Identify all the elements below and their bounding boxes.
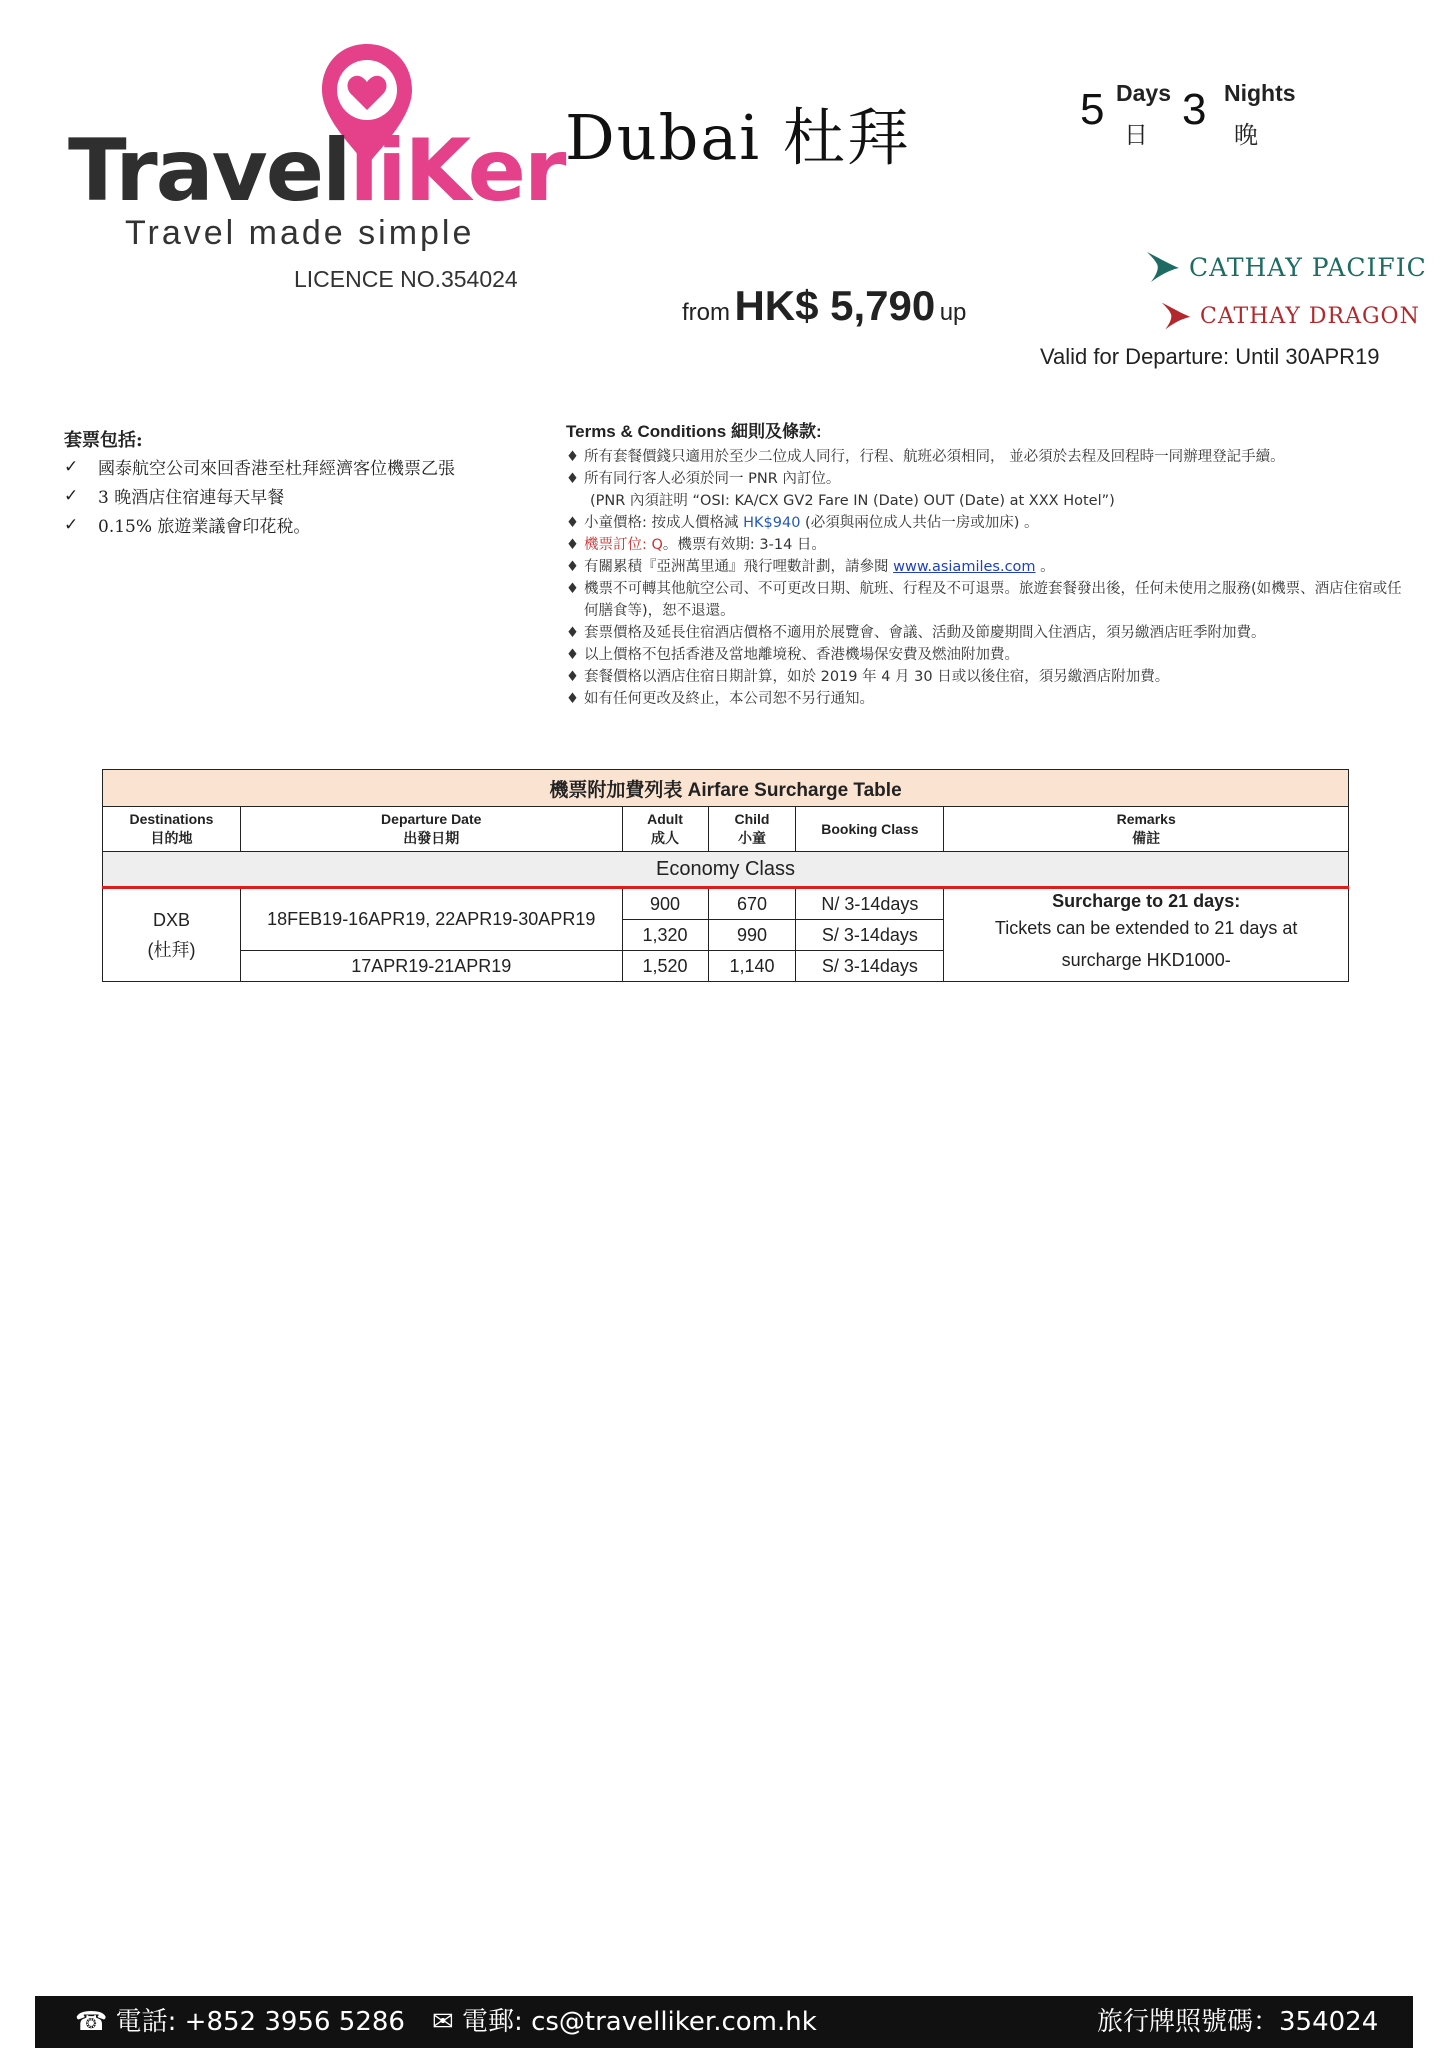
header-destinations: Destinations 目的地 bbox=[103, 807, 241, 852]
diamond-bullet-icon: ♦ bbox=[566, 669, 579, 685]
list-item: ♦ 套票價格及延長住宿酒店價格不適用於展覽會、會議、活動及節慶期間入住酒店，須另繳酒店旺季附加費。 bbox=[566, 622, 1416, 644]
destination-title: Dubai 杜拜 bbox=[565, 101, 911, 174]
booking-class-cell: S/ 3-14days bbox=[796, 920, 944, 951]
airline-name: CATHAY PACIFIC bbox=[1189, 252, 1427, 282]
remarks-cell: Surcharge to 21 days: Tickets can be extended to 21 days at surcharge HKD1000- bbox=[944, 888, 1349, 982]
adult-price-cell: 1,320 bbox=[622, 920, 708, 951]
nights-label-zh: 晚 bbox=[1234, 122, 1258, 149]
days-number: 5 bbox=[1080, 85, 1105, 134]
asiamiles-link[interactable]: www.asiamiles.com bbox=[893, 559, 1036, 575]
cathay-dragon-logo bbox=[1160, 300, 1420, 332]
table-header-row bbox=[103, 807, 1349, 852]
includes-list bbox=[64, 452, 455, 539]
price-suffix: up bbox=[939, 299, 967, 326]
list-item: ♦ 小童價格: 按成人價格減 HK$940 (必須與兩位成人共佔一房或加床) 。 bbox=[566, 512, 1416, 534]
diamond-bullet-icon: ♦ bbox=[566, 449, 579, 465]
list-item: ♦ 所有同行客人必須於同一 PNR 內訂位。 bbox=[566, 468, 1416, 490]
list-item: ✓ 國泰航空公司來回香港至杜拜經濟客位機票乙張 bbox=[64, 456, 455, 479]
diamond-bullet-icon: ♦ bbox=[566, 647, 579, 663]
list-item: ✓ 3 晚酒店住宿連每天早餐 bbox=[64, 485, 285, 508]
child-price-cell: 990 bbox=[708, 920, 796, 951]
days-label: Days bbox=[1116, 80, 1171, 106]
adult-price-cell: 900 bbox=[622, 888, 708, 920]
brushwing-icon bbox=[1145, 250, 1181, 284]
header-remarks: Remarks 備註 bbox=[944, 807, 1349, 852]
departure-date-cell: 18FEB19-16APR19, 22APR19-30APR19 bbox=[240, 888, 622, 951]
validity-text: Valid for Departure: Until 30APR19 bbox=[1040, 344, 1380, 369]
header-booking-class: Booking Class bbox=[796, 807, 944, 852]
header-child: Child 小童 bbox=[708, 807, 796, 852]
terms-list bbox=[566, 446, 1416, 710]
child-price-cell: 670 bbox=[708, 888, 796, 920]
list-item: (PNR 內須註明 “OSI: KA/CX GV2 Fare IN (Date) OUT (Date) at XXX Hotel”) bbox=[590, 493, 1115, 509]
diamond-bullet-icon: ♦ bbox=[566, 581, 579, 597]
airline-name: CATHAY DRAGON bbox=[1200, 303, 1420, 329]
list-item: ♦ 有關累積『亞洲萬里通』飛行哩數計劃，請參閱 www.asiamiles.com 。 bbox=[566, 556, 1416, 578]
diamond-bullet-icon: ♦ bbox=[566, 691, 579, 707]
diamond-bullet-icon: ♦ bbox=[566, 625, 579, 641]
diamond-bullet-icon: ♦ bbox=[566, 515, 579, 531]
brushwing-icon bbox=[1160, 300, 1192, 332]
list-item: ♦ 所有套餐價錢只適用於至少二位成人同行，行程、航班必須相同， 並必須於去程及回程時一同辦理登記手續。 bbox=[566, 446, 1416, 468]
includes-title: 套票包括: bbox=[64, 430, 143, 451]
departure-date-cell: 17APR19-21APR19 bbox=[240, 951, 622, 982]
surcharge-table bbox=[102, 769, 1349, 982]
list-item: ✓ 0.15% 旅遊業議會印花稅。 bbox=[64, 514, 311, 537]
diamond-bullet-icon: ♦ bbox=[566, 559, 579, 575]
table-caption: 機票附加費列表 Airfare Surcharge Table bbox=[103, 770, 1349, 807]
price-prefix: from bbox=[682, 299, 730, 326]
footer-phone[interactable]: ☎ 電話: +852 3956 5286 bbox=[75, 2007, 405, 2037]
diamond-bullet-icon: ♦ bbox=[566, 537, 579, 553]
checkmark-icon: ✓ bbox=[64, 456, 79, 477]
list-item: ♦ 套餐價格以酒店住宿日期計算，如於 2019 年 4 月 30 日或以後住宿，須另繳酒店附加費。 bbox=[566, 666, 1416, 688]
price-amount: HK$ 5,790 bbox=[734, 282, 936, 329]
cathay-pacific-logo bbox=[1145, 250, 1427, 284]
header-adult: Adult 成人 bbox=[622, 807, 708, 852]
header-departure-date: Departure Date 出發日期 bbox=[240, 807, 622, 852]
footer-bar bbox=[35, 1996, 1413, 2048]
footer-licence: 旅行牌照號碼：354024 bbox=[1097, 2007, 1379, 2037]
booking-class-cell: S/ 3-14days bbox=[796, 951, 944, 982]
class-label: Economy Class bbox=[103, 852, 1349, 888]
list-item: ♦ 機票不可轉其他航空公司、不可更改日期、航班、行程及不可退票。旅遊套餐發出後，任何未使用之服務(如機票、酒店住宿或任何膳食等)，恕不退還。 bbox=[566, 578, 1416, 622]
package-price bbox=[682, 282, 966, 330]
destination-cell: DXB (杜拜) bbox=[103, 888, 241, 982]
terms-title: Terms & Conditions 細則及條款: bbox=[566, 422, 822, 441]
list-item: ♦ 如有任何更改及終止，本公司恕不另行通知。 bbox=[566, 688, 1416, 710]
list-item: ♦ 以上價格不包括香港及當地離境稅、香港機場保安費及燃油附加費。 bbox=[566, 644, 1416, 666]
table-row bbox=[103, 888, 1349, 920]
brand-logo: TravelliKer bbox=[68, 121, 565, 221]
booking-class-cell: N/ 3-14days bbox=[796, 888, 944, 920]
brand-tagline: Travel made simple bbox=[125, 214, 475, 252]
licence-number: LICENCE NO.354024 bbox=[294, 266, 518, 292]
child-price-cell: 1,140 bbox=[708, 951, 796, 982]
adult-price-cell: 1,520 bbox=[622, 951, 708, 982]
footer-email[interactable]: ✉ 電郵: cs@travelliker.com.hk bbox=[432, 2007, 817, 2037]
days-label-zh: 日 bbox=[1124, 122, 1148, 149]
diamond-bullet-icon: ♦ bbox=[566, 471, 579, 487]
checkmark-icon: ✓ bbox=[64, 485, 79, 506]
checkmark-icon: ✓ bbox=[64, 514, 79, 535]
list-item: ♦ 機票訂位: Q。機票有效期: 3-14 日。 bbox=[566, 534, 1416, 556]
nights-label: Nights bbox=[1224, 80, 1296, 106]
nights-number: 3 bbox=[1182, 85, 1207, 134]
